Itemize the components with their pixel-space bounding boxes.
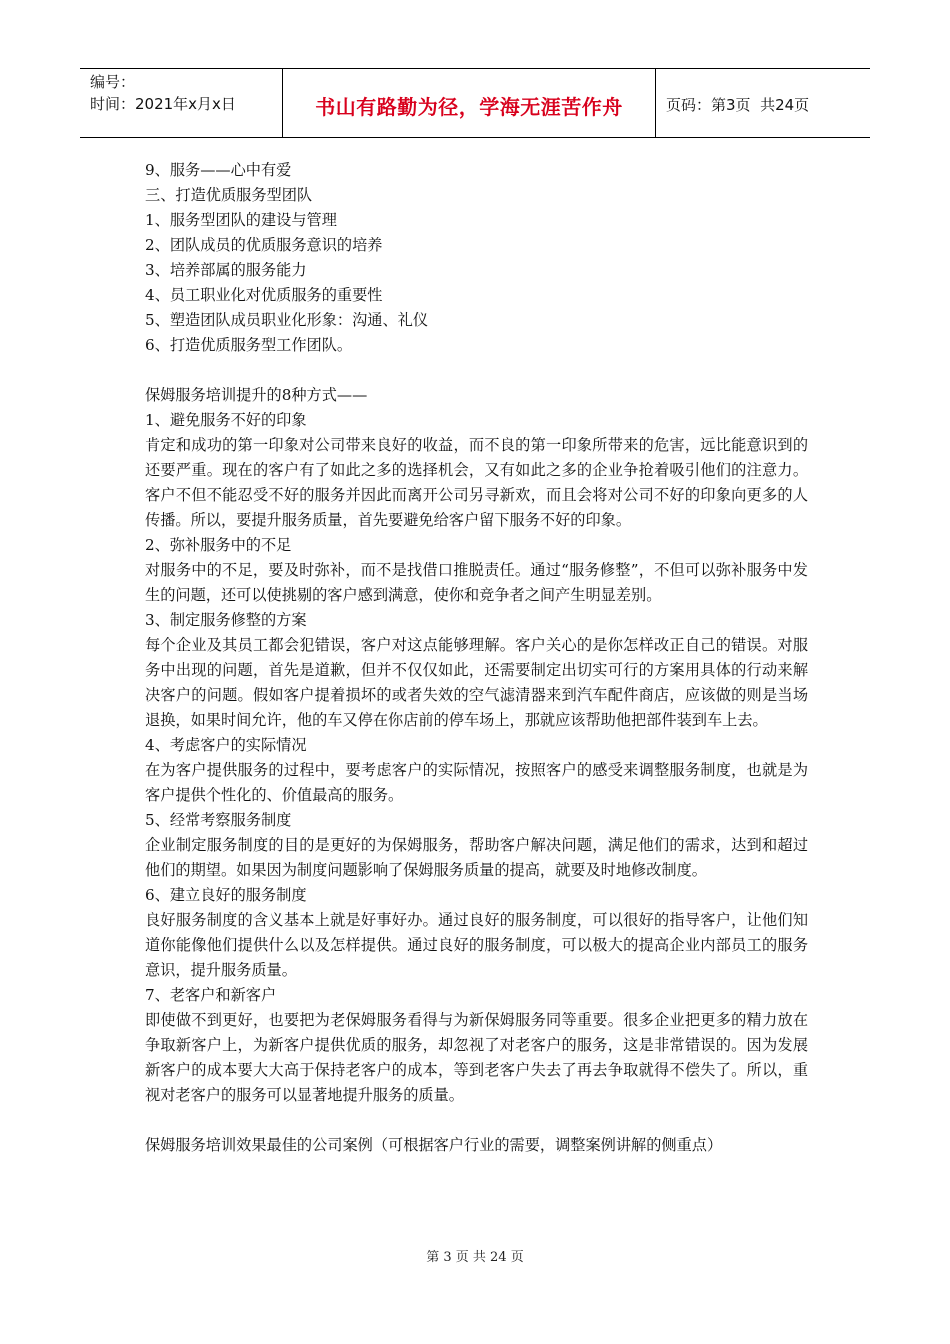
paragraph: 企业制定服务制度的目的是更好的为保姆服务，帮助客户解决问题，满足他们的需求，达到和超过他们的期望。如果因为制度问题影响了保姆服务质量的提高，就要及时地修改制度。 [145,836,808,879]
paragraph: 肯定和成功的第一印象对公司带来良好的收益，而不良的第一印象所带来的危害，远比能意识到的还要严重。现在的客户有了如此之多的选择机会，又有如此之多的企业争抢着吸引他们的注意力。客户不但不能忍受不好的服务并因此而离开公司另寻新欢，而且会将对公司不好的印象向更多的人传播。所以，要提升服务质量，首先要避免给客户留下服务不好的印象。 [145,436,808,529]
paragraph: 1、避免服务不好的印象 [145,411,307,429]
page-info-text: 页码：第3页 共24页 [666,95,810,114]
paragraph: 6、打造优质服务型工作团队。 [145,336,353,354]
paragraph: 7、老客户和新客户 [145,986,277,1004]
paragraph: 在为客户提供服务的过程中，要考虑客户的实际情况，按照客户的感受来调整服务制度，也就是为客户提供个性化的、价值最高的服务。 [145,761,808,804]
paragraph: 4、考虑客户的实际情况 [145,736,307,754]
document-body [145,158,808,1158]
paragraph: 3、培养部属的服务能力 [145,261,307,279]
paragraph: 3、制定服务修整的方案 [145,611,307,629]
time-label: 时间：2021年x月x日 [90,95,236,113]
header-page-info [656,69,870,137]
paragraph: 5、经常考察服务制度 [145,811,292,829]
paragraph: 即使做不到更好，也要把为老保姆服务看得与为新保姆服务同等重要。很多企业把更多的精力放在争取新客户上，为新客户提供优质的服务，却忽视了对老客户的服务，这是非常错误的。因为发展新客户的成本要大大高于保持老客户的成本，等到老客户失去了再去争取就得不偿失了。所以，重视对老客户的服务可以显著地提升服务的质量。 [145,1011,808,1104]
paragraph-gap [145,358,808,383]
paragraph: 2、团队成员的优质服务意识的培养 [145,236,383,254]
paragraph: 每个企业及其员工都会犯错误，客户对这点能够理解。客户关心的是你怎样改正自己的错误。对服务中出现的问题，首先是道歉，但并不仅仅如此，还需要制定出切实可行的方案用具体的行动来解决客户的问题。假如客户提着损坏的或者失效的空气滤清器来到汽车配件商店，应该做的则是当场退换，如果时间允许，他的车又停在你店前的停车场上，那就应该帮助他把部件装到车上去。 [145,636,808,729]
paragraph: 对服务中的不足，要及时弥补，而不是找借口推脱责任。通过“服务修整”，不但可以弥补服务中发生的问题，还可以使挑剔的客户感到满意，使你和竞争者之间产生明显差别。 [145,561,808,604]
paragraph: 良好服务制度的含义基本上就是好事好办。通过良好的服务制度，可以很好的指导客户，让他们知道你能像他们提供什么以及怎样提供。通过良好的服务制度，可以极大的提高企业内部员工的服务意识，提升服务质量。 [145,911,808,979]
paragraph: 保姆服务培训提升的8种方式—— [145,386,368,404]
header-motto: 书山有路勤为径，学海无涯苦作舟 [282,69,656,137]
paragraph: 6、建立良好的服务制度 [145,886,307,904]
paragraph: 9、服务——心中有爱 [145,161,292,179]
paragraph: 2、弥补服务中的不足 [145,536,292,554]
number-label: 编号： [90,73,136,91]
document-header [80,68,870,138]
paragraph: 5、塑造团队成员职业化形象：沟通、礼仪 [145,311,429,329]
paragraph: 三、打造优质服务型团队 [145,186,313,204]
paragraph: 4、员工职业化对优质服务的重要性 [145,286,383,304]
paragraph-gap [145,1108,808,1133]
paragraph: 1、服务型团队的建设与管理 [145,211,337,229]
page-footer: 第 3 页 共 24 页 [426,1250,524,1265]
header-meta [80,69,282,137]
paragraph: 保姆服务培训效果最佳的公司案例（可根据客户行业的需要，调整案例讲解的侧重点） [145,1136,723,1154]
